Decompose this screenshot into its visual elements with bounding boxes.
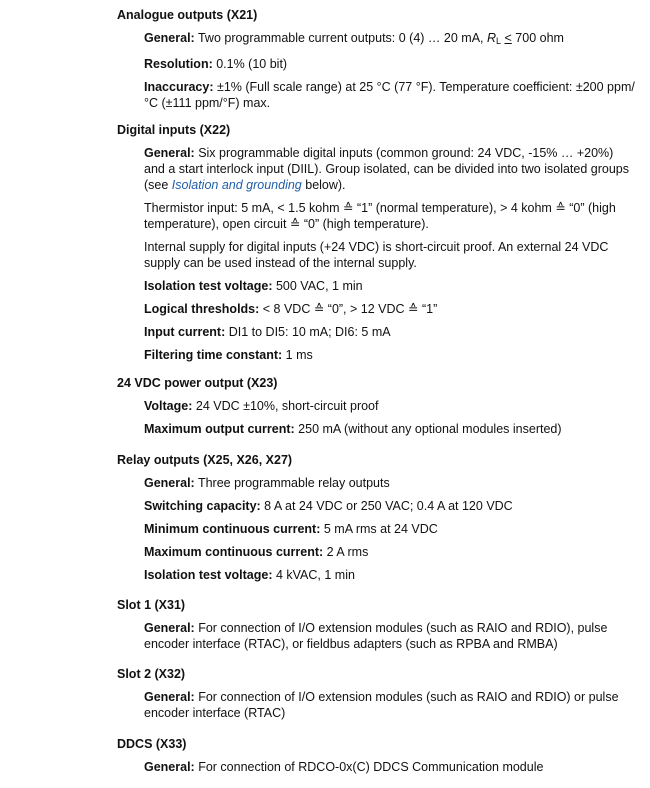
- section-heading: DDCS (X33): [117, 737, 187, 751]
- field-label: Maximum output current:: [144, 422, 295, 436]
- field-label: Filtering time constant:: [144, 348, 283, 362]
- field-label: Maximum continuous current:: [144, 545, 324, 559]
- section-slot-1: [117, 597, 637, 651]
- field-label: General:: [144, 31, 195, 45]
- field-label: General:: [144, 690, 195, 704]
- field-text: For connection of RDCO-0x(C) DDCS Communication module: [194, 760, 544, 774]
- field-text: < 8 VDC ≙ “0”, > 12 VDC ≙ “1”: [259, 302, 438, 316]
- field-label: Voltage:: [144, 399, 193, 413]
- section-heading: Analogue outputs (X21): [117, 8, 258, 22]
- field-label: General:: [144, 760, 195, 774]
- field-text: DI1 to DI5: 10 mA; DI6: 5 mA: [225, 325, 391, 339]
- field-label: Resolution:: [144, 57, 213, 71]
- ddcs-general: [144, 759, 637, 775]
- relay-switching: [144, 498, 637, 514]
- power-voltage: [144, 398, 637, 414]
- field-label: Isolation test voltage:: [144, 568, 273, 582]
- field-text: 2 A rms: [323, 545, 369, 559]
- field-text: 0.1% (10 bit): [212, 57, 288, 71]
- digital-filtering: [144, 347, 637, 363]
- field-text: below).: [301, 178, 346, 192]
- section-ddcs: [117, 736, 637, 774]
- slot1-general: [144, 620, 637, 652]
- analogue-general: [144, 30, 637, 49]
- digital-thermistor: Thermistor input: 5 mA, < 1.5 kohm ≙ “1” (normal temperature), > 4 kohm ≙ “0” (high temperature), open circuit ≙ “0” (high temperature).: [144, 201, 616, 231]
- section-heading: 24 VDC power output (X23): [117, 376, 278, 390]
- field-text: ±1% (Full scale range) at 25 °C (77 °F). Temperature coefficient: ±200 ppm/°C (±111 ppm/°F) max.: [144, 80, 635, 110]
- field-text: 250 mA (without any optional modules inserted): [294, 422, 562, 436]
- less-equal-symbol: <: [504, 31, 512, 45]
- slot2-general: [144, 689, 637, 721]
- rl-subscript: L: [496, 36, 502, 46]
- power-max-current: [144, 421, 637, 437]
- relay-general: [144, 475, 637, 491]
- digital-general: [144, 145, 637, 193]
- relay-min-current: [144, 521, 637, 537]
- field-text: For connection of I/O extension modules (such as RAIO and RDIO), pulse encoder interface (RTAC), or fieldbus adapters (such as RPBA and RMBA): [144, 621, 608, 651]
- field-text: Two programmable current outputs: 0 (4) … 20 mA,: [194, 31, 487, 45]
- field-label: Logical thresholds:: [144, 302, 260, 316]
- field-label: Minimum continuous current:: [144, 522, 321, 536]
- field-text: 500 VAC, 1 min: [272, 279, 363, 293]
- field-label: General:: [144, 476, 195, 490]
- rl-symbol: R: [486, 31, 497, 45]
- section-slot-2: [117, 666, 637, 720]
- field-text: 5 mA rms at 24 VDC: [320, 522, 438, 536]
- section-analogue-outputs: [117, 7, 637, 110]
- digital-internal-supply: Internal supply for digital inputs (+24 VDC) is short-circuit proof. An external 24 VDC supply can be used instead of the internal supply.: [144, 240, 609, 270]
- analogue-inaccuracy: [144, 79, 637, 111]
- section-heading: Slot 2 (X32): [117, 667, 186, 681]
- isolation-grounding-link[interactable]: Isolation and grounding: [171, 178, 302, 192]
- section-heading: Relay outputs (X25, X26, X27): [117, 453, 293, 467]
- field-text: For connection of I/O extension modules (such as RAIO and RDIO) or pulse encoder interface (RTAC): [144, 690, 619, 720]
- field-label: Input current:: [144, 325, 226, 339]
- digital-isolation: [144, 278, 637, 294]
- field-text: 24 VDC ±10%, short-circuit proof: [192, 399, 379, 413]
- field-text: 8 A at 24 VDC or 250 VAC; 0.4 A at 120 VDC: [260, 499, 513, 513]
- field-label: Isolation test voltage:: [144, 279, 273, 293]
- field-label: Inaccuracy:: [144, 80, 214, 94]
- section-heading: Slot 1 (X31): [117, 598, 186, 612]
- section-digital-inputs: [117, 122, 637, 362]
- field-text: Six programmable digital inputs (common ground: 24 VDC, -15% … +20%) and a start interlock input (DIIL). Group isolated, can be divided into two isolated groups (see: [144, 146, 629, 192]
- field-text: 1 ms: [282, 348, 313, 362]
- section-heading: Digital inputs (X22): [117, 123, 231, 137]
- field-text: Three programmable relay outputs: [194, 476, 390, 490]
- section-power-output: [117, 375, 637, 436]
- analogue-resolution: [144, 56, 637, 72]
- relay-max-current: [144, 544, 637, 560]
- digital-thresholds: [144, 301, 637, 317]
- relay-isolation: [144, 567, 637, 583]
- digital-input-current: [144, 324, 637, 340]
- field-label: General:: [144, 621, 195, 635]
- section-relay-outputs: [117, 452, 637, 582]
- field-label: General:: [144, 146, 195, 160]
- field-text: 4 kVAC, 1 min: [272, 568, 355, 582]
- field-label: Switching capacity:: [144, 499, 261, 513]
- field-text: 700 ohm: [511, 31, 564, 45]
